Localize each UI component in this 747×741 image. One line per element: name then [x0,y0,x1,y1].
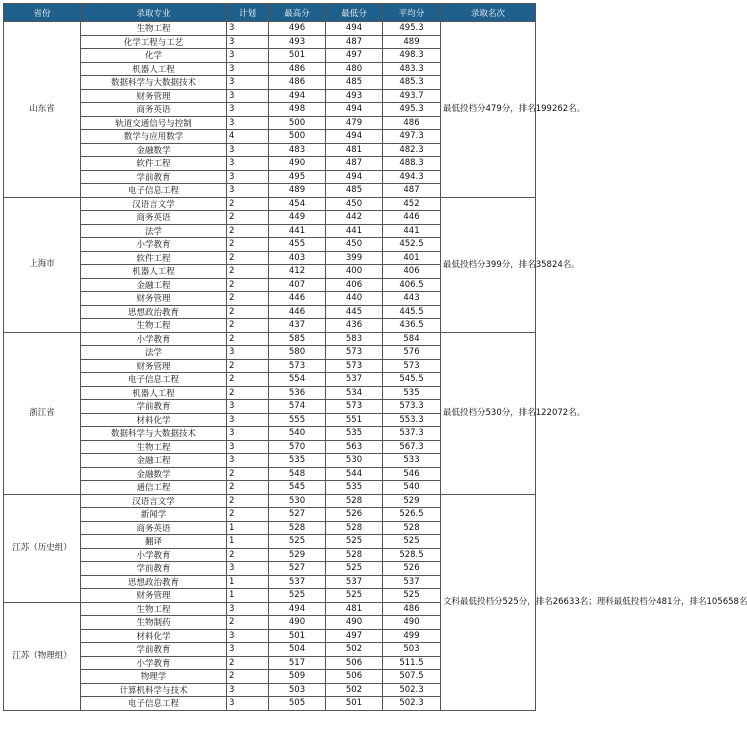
cell-major: 轨道交通信号与控制 [81,116,227,130]
cell-max-score: 455 [269,238,326,252]
cell-min-score: 487 [326,157,383,171]
cell-province: 江苏（历史组） [4,494,81,602]
cell-min-score: 436 [326,319,383,333]
cell-avg-score: 452 [383,197,441,211]
cell-avg-score: 528.5 [383,548,441,562]
cell-province: 山东省 [4,22,81,198]
cell-max-score: 540 [269,427,326,441]
cell-avg-score: 493.7 [383,89,441,103]
cell-max-score: 548 [269,467,326,481]
cell-plan: 3 [227,22,269,36]
cell-max-score: 496 [269,22,326,36]
cell-min-score: 440 [326,292,383,306]
cell-max-score: 490 [269,616,326,630]
cell-avg-score: 490 [383,616,441,630]
cell-avg-score: 537 [383,575,441,589]
cell-max-score: 530 [269,494,326,508]
cell-plan: 2 [227,265,269,279]
cell-major: 生物工程 [81,319,227,333]
cell-avg-score: 584 [383,332,441,346]
cell-major: 汉语言文学 [81,197,227,211]
cell-min-score: 525 [326,535,383,549]
cell-province: 浙江省 [4,332,81,494]
cell-major: 法学 [81,224,227,238]
cell-avg-score: 436.5 [383,319,441,333]
header-max-score: 最高分 [269,4,326,22]
cell-max-score: 500 [269,130,326,144]
cell-avg-score: 495.3 [383,22,441,36]
cell-min-score: 544 [326,467,383,481]
cell-max-score: 494 [269,89,326,103]
cell-major: 汉语言文学 [81,494,227,508]
cell-min-score: 450 [326,197,383,211]
cell-major: 计算机科学与技术 [81,683,227,697]
cell-max-score: 536 [269,386,326,400]
cell-avg-score: 406.5 [383,278,441,292]
cell-major: 小学教育 [81,332,227,346]
header-min-score: 最低分 [326,4,383,22]
cell-min-score: 525 [326,589,383,603]
cell-major: 财务管理 [81,292,227,306]
cell-plan: 2 [227,359,269,373]
cell-min-score: 479 [326,116,383,130]
cell-avg-score: 495.3 [383,103,441,117]
cell-plan: 3 [227,643,269,657]
cell-min-score: 494 [326,130,383,144]
cell-max-score: 500 [269,116,326,130]
cell-min-score: 506 [326,656,383,670]
cell-max-score: 573 [269,359,326,373]
cell-rank-note: 最低投档分530分，排名122072名。 [441,332,536,494]
cell-major: 财务管理 [81,359,227,373]
cell-max-score: 412 [269,265,326,279]
cell-max-score: 574 [269,400,326,414]
table-row [4,197,536,211]
cell-avg-score: 528 [383,521,441,535]
cell-avg-score: 525 [383,589,441,603]
table-row [4,332,536,346]
cell-max-score: 489 [269,184,326,198]
cell-max-score: 449 [269,211,326,225]
cell-min-score: 480 [326,62,383,76]
cell-min-score: 399 [326,251,383,265]
cell-plan: 2 [227,508,269,522]
cell-min-score: 485 [326,184,383,198]
cell-min-score: 537 [326,575,383,589]
cell-plan: 3 [227,143,269,157]
cell-plan: 3 [227,440,269,454]
cell-min-score: 494 [326,103,383,117]
cell-major: 数据科学与大数据技术 [81,427,227,441]
cell-plan: 3 [227,562,269,576]
cell-plan: 3 [227,35,269,49]
cell-min-score: 525 [326,562,383,576]
cell-avg-score: 406 [383,265,441,279]
cell-avg-score: 497.3 [383,130,441,144]
table-body [4,22,747,711]
cell-major: 电子信息工程 [81,373,227,387]
cell-avg-score: 488.3 [383,157,441,171]
cell-province: 上海市 [4,197,81,332]
cell-min-score: 526 [326,508,383,522]
cell-major: 学前教育 [81,562,227,576]
cell-avg-score: 567.3 [383,440,441,454]
cell-avg-score: 529 [383,494,441,508]
cell-avg-score: 546 [383,467,441,481]
cell-min-score: 494 [326,22,383,36]
cell-plan: 3 [227,413,269,427]
cell-min-score: 445 [326,305,383,319]
cell-major: 金融工程 [81,454,227,468]
cell-plan: 3 [227,400,269,414]
header-major: 录取专业 [81,4,227,22]
cell-max-score: 407 [269,278,326,292]
cell-max-score: 570 [269,440,326,454]
cell-max-score: 486 [269,62,326,76]
cell-major: 商务英语 [81,103,227,117]
cell-plan: 3 [227,346,269,360]
cell-major: 材料化学 [81,413,227,427]
cell-avg-score: 486 [383,116,441,130]
cell-max-score: 494 [269,602,326,616]
cell-plan: 3 [227,697,269,711]
cell-min-score: 494 [326,170,383,184]
cell-plan: 1 [227,575,269,589]
cell-plan: 2 [227,305,269,319]
cell-plan: 2 [227,292,269,306]
cell-plan: 3 [227,103,269,117]
cell-min-score: 497 [326,629,383,643]
cell-plan: 2 [227,373,269,387]
cell-min-score: 535 [326,481,383,495]
cell-min-score: 481 [326,143,383,157]
table-header-row [4,4,536,22]
cell-min-score: 551 [326,413,383,427]
cell-province: 江苏（物理组） [4,602,81,710]
cell-avg-score: 502.3 [383,683,441,697]
cell-min-score: 563 [326,440,383,454]
cell-major: 材料化学 [81,629,227,643]
cell-avg-score: 445.5 [383,305,441,319]
cell-major: 学前教育 [81,400,227,414]
cell-plan: 2 [227,332,269,346]
cell-plan: 3 [227,62,269,76]
cell-avg-score: 526.5 [383,508,441,522]
cell-avg-score: 446 [383,211,441,225]
cell-major: 通信工程 [81,481,227,495]
cell-max-score: 490 [269,157,326,171]
cell-max-score: 528 [269,521,326,535]
cell-plan: 2 [227,224,269,238]
cell-rank-note: 最低投档分399分，排名35824名。 [441,197,536,332]
table-row [4,22,536,36]
cell-avg-score: 443 [383,292,441,306]
cell-major: 学前教育 [81,643,227,657]
cell-major: 法学 [81,346,227,360]
cell-max-score: 537 [269,575,326,589]
cell-min-score: 441 [326,224,383,238]
cell-plan: 2 [227,548,269,562]
cell-avg-score: 576 [383,346,441,360]
cell-avg-score: 503 [383,643,441,657]
cell-avg-score: 545.5 [383,373,441,387]
cell-major: 财务管理 [81,89,227,103]
cell-major: 金融数学 [81,467,227,481]
cell-min-score: 528 [326,521,383,535]
cell-plan: 3 [227,427,269,441]
cell-major: 物理学 [81,670,227,684]
cell-avg-score: 525 [383,535,441,549]
cell-rank-note: 最低投档分479分，排名199262名。 [441,22,536,198]
cell-avg-score: 486 [383,602,441,616]
cell-max-score: 446 [269,305,326,319]
cell-max-score: 498 [269,103,326,117]
cell-major: 学前教育 [81,170,227,184]
cell-plan: 3 [227,683,269,697]
cell-major: 生物制药 [81,616,227,630]
cell-min-score: 583 [326,332,383,346]
cell-min-score: 537 [326,373,383,387]
cell-plan: 4 [227,130,269,144]
cell-major: 软件工程 [81,157,227,171]
cell-min-score: 528 [326,494,383,508]
cell-max-score: 525 [269,589,326,603]
cell-plan: 3 [227,184,269,198]
cell-avg-score: 487 [383,184,441,198]
cell-avg-score: 401 [383,251,441,265]
cell-major: 商务英语 [81,211,227,225]
cell-avg-score: 535 [383,386,441,400]
cell-avg-score: 452.5 [383,238,441,252]
header-rank: 录取名次 [441,4,536,22]
cell-max-score: 486 [269,76,326,90]
cell-min-score: 481 [326,602,383,616]
cell-min-score: 493 [326,89,383,103]
cell-plan: 2 [227,670,269,684]
header-plan: 计划 [227,4,269,22]
cell-major: 新闻学 [81,508,227,522]
cell-major: 机器人工程 [81,62,227,76]
cell-avg-score: 502.3 [383,697,441,711]
cell-min-score: 506 [326,670,383,684]
cell-major: 金融工程 [81,278,227,292]
cell-major: 生物工程 [81,440,227,454]
cell-min-score: 535 [326,427,383,441]
cell-max-score: 529 [269,548,326,562]
cell-max-score: 580 [269,346,326,360]
cell-plan: 3 [227,602,269,616]
cell-plan: 2 [227,467,269,481]
cell-major: 电子信息工程 [81,184,227,198]
cell-major: 化学 [81,49,227,63]
cell-plan: 2 [227,251,269,265]
cell-avg-score: 533 [383,454,441,468]
admission-score-table [3,3,747,711]
cell-major: 软件工程 [81,251,227,265]
cell-plan: 2 [227,278,269,292]
cell-major: 机器人工程 [81,386,227,400]
cell-max-score: 527 [269,508,326,522]
cell-major: 财务管理 [81,589,227,603]
cell-plan: 2 [227,319,269,333]
cell-plan: 3 [227,89,269,103]
cell-rank-note-jiangsu: 文科最低投档分525分，排名26633名；理科最低投档分481分，排名105658名 [441,494,536,710]
cell-max-score: 504 [269,643,326,657]
cell-min-score: 490 [326,616,383,630]
cell-min-score: 400 [326,265,383,279]
cell-avg-score: 498.3 [383,49,441,63]
cell-avg-score: 483.3 [383,62,441,76]
cell-min-score: 528 [326,548,383,562]
cell-max-score: 535 [269,454,326,468]
cell-max-score: 509 [269,670,326,684]
cell-major: 数据科学与大数据技术 [81,76,227,90]
cell-major: 生物工程 [81,602,227,616]
cell-avg-score: 494.3 [383,170,441,184]
cell-avg-score: 526 [383,562,441,576]
cell-max-score: 585 [269,332,326,346]
cell-avg-score: 507.5 [383,670,441,684]
cell-max-score: 495 [269,170,326,184]
cell-max-score: 493 [269,35,326,49]
table-row [4,494,536,508]
cell-major: 小学教育 [81,656,227,670]
cell-max-score: 441 [269,224,326,238]
cell-max-score: 505 [269,697,326,711]
cell-plan: 2 [227,494,269,508]
cell-avg-score: 482.3 [383,143,441,157]
cell-major: 电子信息工程 [81,697,227,711]
cell-major: 小学教育 [81,238,227,252]
cell-plan: 3 [227,49,269,63]
cell-max-score: 501 [269,49,326,63]
cell-major: 金融数学 [81,143,227,157]
cell-plan: 3 [227,157,269,171]
cell-major: 生物工程 [81,22,227,36]
cell-plan: 3 [227,629,269,643]
cell-major: 数学与应用数学 [81,130,227,144]
cell-max-score: 454 [269,197,326,211]
cell-min-score: 573 [326,346,383,360]
cell-max-score: 501 [269,629,326,643]
cell-plan: 3 [227,454,269,468]
cell-min-score: 485 [326,76,383,90]
cell-min-score: 502 [326,643,383,657]
cell-plan: 2 [227,386,269,400]
cell-major: 翻译 [81,535,227,549]
cell-major: 思想政治教育 [81,305,227,319]
cell-major: 小学教育 [81,548,227,562]
cell-min-score: 487 [326,35,383,49]
cell-plan: 2 [227,197,269,211]
cell-avg-score: 441 [383,224,441,238]
cell-plan: 3 [227,76,269,90]
header-avg-score: 平均分 [383,4,441,22]
cell-avg-score: 499 [383,629,441,643]
cell-max-score: 555 [269,413,326,427]
cell-max-score: 503 [269,683,326,697]
cell-plan: 3 [227,116,269,130]
cell-plan: 1 [227,521,269,535]
cell-plan: 2 [227,616,269,630]
cell-plan: 1 [227,589,269,603]
cell-avg-score: 485.3 [383,76,441,90]
cell-min-score: 501 [326,697,383,711]
cell-min-score: 573 [326,359,383,373]
cell-major: 机器人工程 [81,265,227,279]
cell-major: 化学工程与工艺 [81,35,227,49]
cell-plan: 2 [227,481,269,495]
cell-plan: 2 [227,238,269,252]
cell-max-score: 517 [269,656,326,670]
cell-min-score: 502 [326,683,383,697]
cell-min-score: 450 [326,238,383,252]
cell-max-score: 446 [269,292,326,306]
cell-min-score: 530 [326,454,383,468]
cell-max-score: 403 [269,251,326,265]
cell-plan: 2 [227,211,269,225]
cell-max-score: 483 [269,143,326,157]
cell-plan: 1 [227,535,269,549]
cell-avg-score: 489 [383,35,441,49]
cell-max-score: 554 [269,373,326,387]
cell-major: 思想政治教育 [81,575,227,589]
cell-max-score: 527 [269,562,326,576]
cell-avg-score: 573 [383,359,441,373]
cell-avg-score: 511.5 [383,656,441,670]
cell-avg-score: 553.3 [383,413,441,427]
cell-max-score: 545 [269,481,326,495]
cell-avg-score: 573.3 [383,400,441,414]
cell-major: 商务英语 [81,521,227,535]
cell-max-score: 525 [269,535,326,549]
cell-plan: 3 [227,170,269,184]
cell-min-score: 534 [326,386,383,400]
header-province: 省份 [4,4,81,22]
cell-max-score: 437 [269,319,326,333]
cell-min-score: 442 [326,211,383,225]
cell-avg-score: 540 [383,481,441,495]
cell-min-score: 406 [326,278,383,292]
cell-min-score: 497 [326,49,383,63]
cell-min-score: 573 [326,400,383,414]
cell-plan: 2 [227,656,269,670]
cell-avg-score: 537.3 [383,427,441,441]
